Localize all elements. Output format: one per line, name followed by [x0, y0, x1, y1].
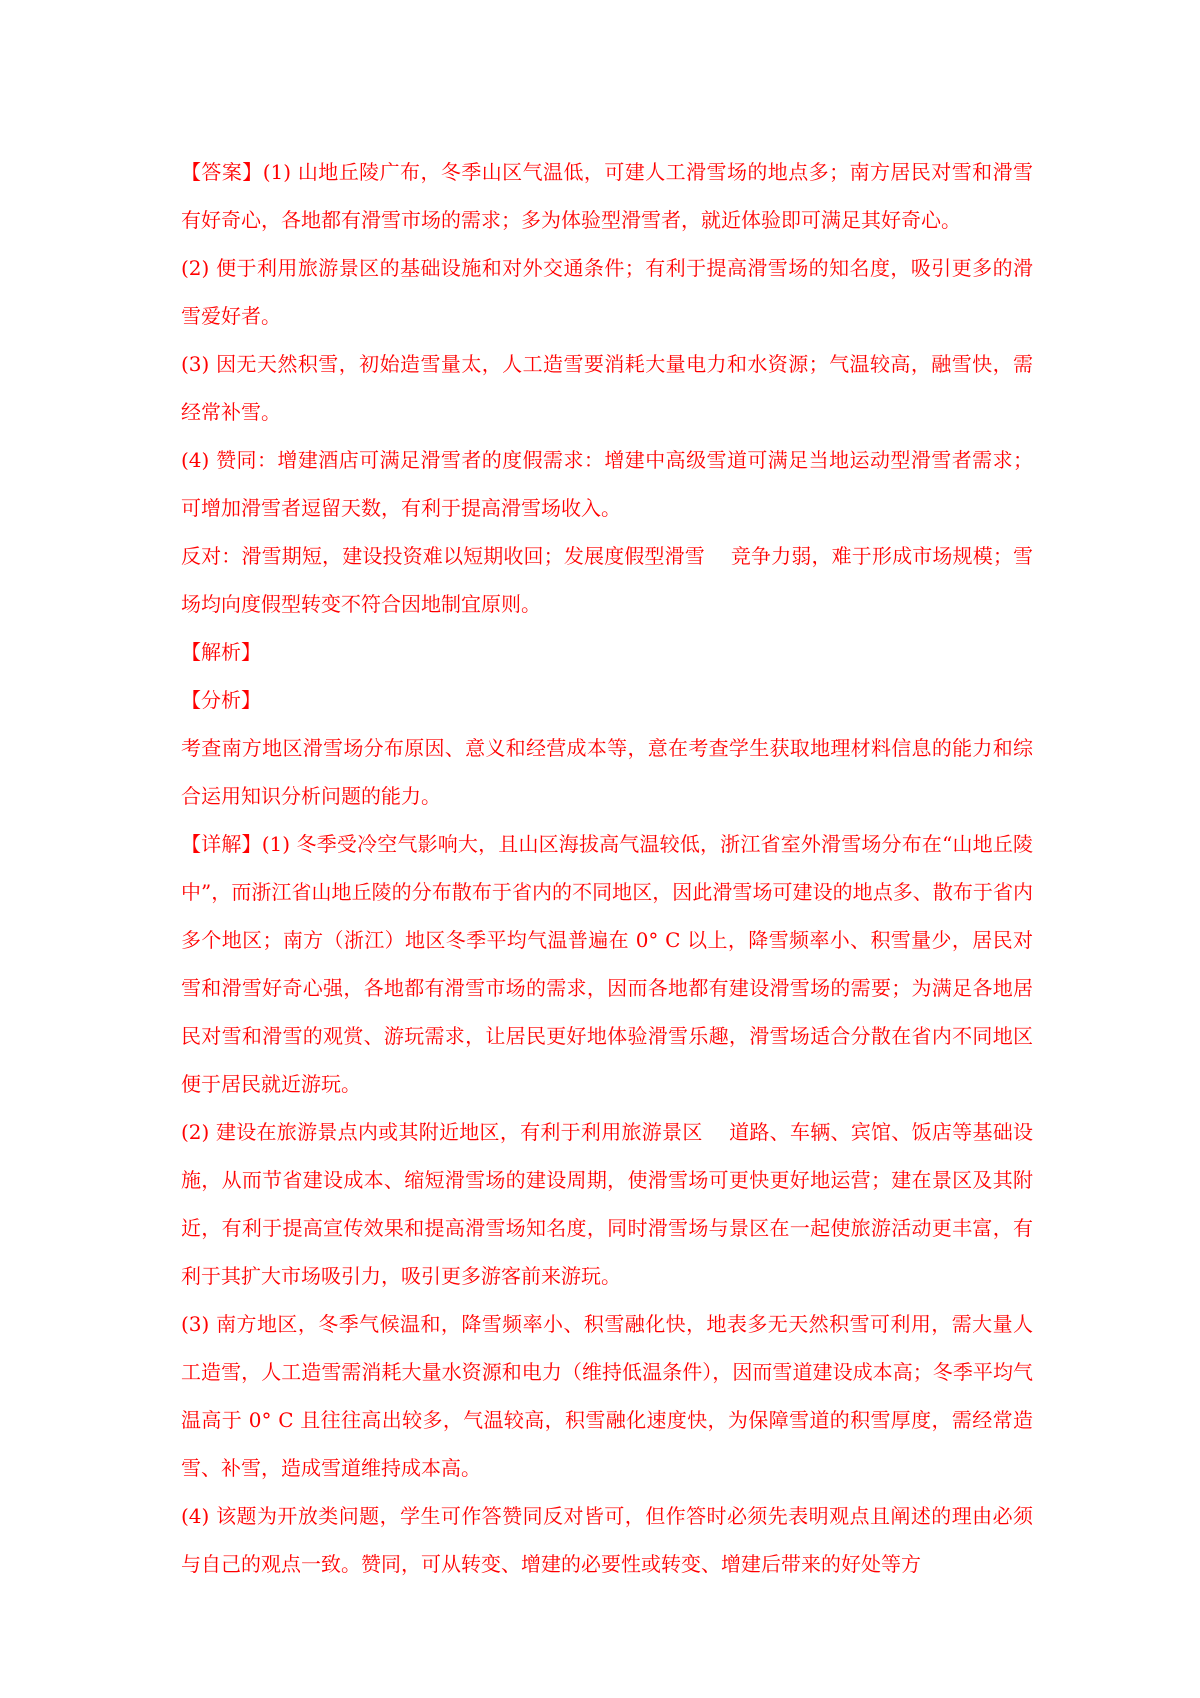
- answer-paragraph-5: 反对：滑雪期短，建设投资难以短期收回；发展度假型滑雪 竞争力弱，难于形成市场规模；雪场均向度假型转变不符合因地制宜原则。: [181, 544, 1033, 616]
- answer-paragraph-3: (3) 因无天然积雪，初始造雪量太，人工造雪要消耗大量电力和水资源；气温较高，融雪快，需经常补雪。: [181, 352, 1033, 424]
- fenxi-heading: 【分析】: [181, 688, 261, 712]
- answer-content: [181, 148, 1033, 1588]
- detail-paragraph-3: (3) 南方地区，冬季气候温和，降雪频率小、积雪融化快，地表多无天然积雪可利用，需大量人工造雪，人工造雪需消耗大量水资源和电力（维持低温条件），因而雪道建设成本高；冬季平均气温高于 0° C 且往往高出较多，气温较高，积雪融化速度快，为保障雪道的积雪厚度，需经常造雪、补雪，造成雪道维持成本高。: [181, 1312, 1033, 1480]
- detail-paragraph-2: (2) 建设在旅游景点内或其附近地区，有利于利用旅游景区 道路、车辆、宾馆、饭店等基础设施，从而节省建设成本、缩短滑雪场的建设周期，使滑雪场可更快更好地运营；建在景区及其附近，有利于提高宣传效果和提高滑雪场知名度，同时滑雪场与景区在一起使旅游活动更丰富，有利于其扩大市场吸引力，吸引更多游客前来游玩。: [181, 1120, 1033, 1288]
- detail-paragraph-4: (4) 该题为开放类问题，学生可作答赞同反对皆可，但作答时必须先表明观点且阐述的理由必须与自己的观点一致。赞同，可从转变、增建的必要性或转变、增建后带来的好处等方: [181, 1504, 1033, 1576]
- answer-paragraph-1: 【答案】(1) 山地丘陵广布，冬季山区气温低，可建人工滑雪场的地点多；南方居民对雪和滑雪有好奇心，各地都有滑雪市场的需求；多为体验型滑雪者，就近体验即可满足其好奇心。: [181, 160, 1033, 232]
- analysis-heading: 【解析】: [181, 640, 261, 664]
- detail-paragraph-1: 【详解】(1) 冬季受冷空气影响大，且山区海拔高气温较低，浙江省室外滑雪场分布在“山地丘陵中”，而浙江省山地丘陵的分布散布于省内的不同地区，因此滑雪场可建设的地点多、散布于省内多个地区；南方（浙江）地区冬季平均气温普遍在 0° C 以上，降雪频率小、积雪量少，居民对雪和滑雪好奇心强，各地都有滑雪市场的需求，因而各地都有建设滑雪场的需要；为满足各地居民对雪和滑雪的观赏、游玩需求，让居民更好地体验滑雪乐趣，滑雪场适合分散在省内不同地区便于居民就近游玩。: [181, 832, 1033, 1096]
- fenxi-text: 考查南方地区滑雪场分布原因、意义和经营成本等，意在考查学生获取地理材料信息的能力和综合运用知识分析问题的能力。: [181, 736, 1033, 808]
- answer-paragraph-4: (4) 赞同：增建酒店可满足滑雪者的度假需求：增建中高级雪道可满足当地运动型滑雪者需求；可增加滑雪者逗留天数，有利于提高滑雪场收入。: [181, 448, 1033, 520]
- answer-paragraph-2: (2) 便于利用旅游景区的基础设施和对外交通条件；有利于提高滑雪场的知名度，吸引更多的滑雪爱好者。: [181, 256, 1033, 328]
